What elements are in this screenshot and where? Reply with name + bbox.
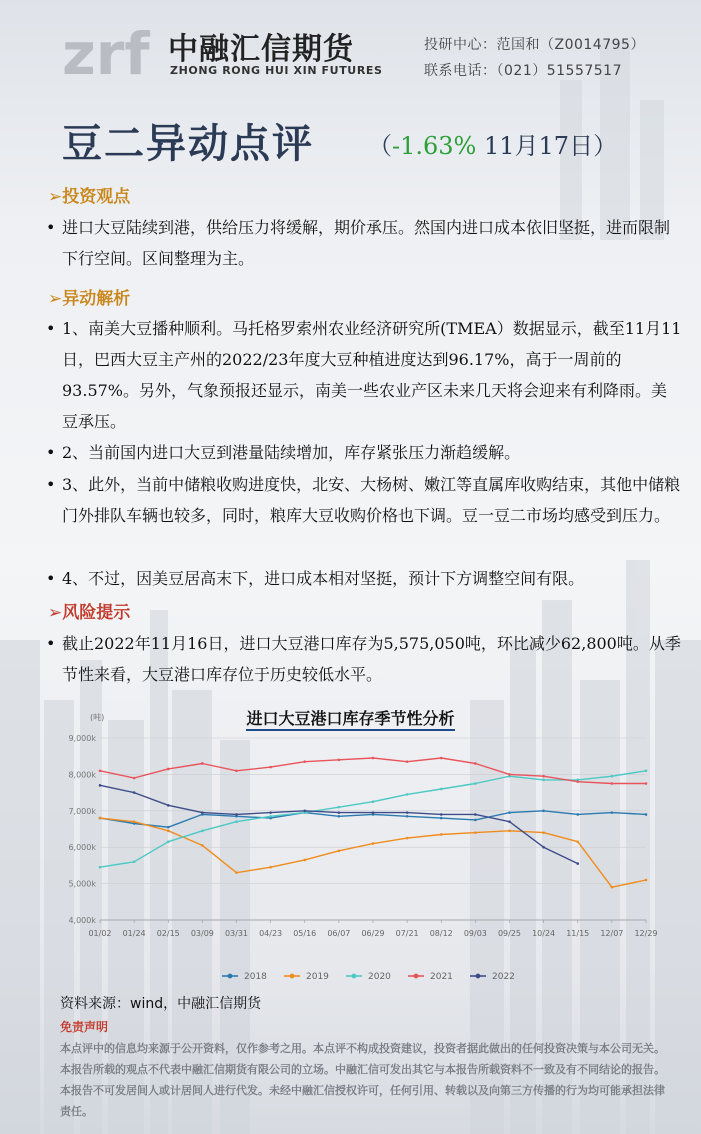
- analysis-bullet-4: [46, 563, 681, 594]
- data-point-2021: [440, 757, 443, 760]
- analysis-bullet-text: 3、此外，当前中储粮收购进度快，北安、大杨树、嫩江等直属库收购结束，其他中储粮门外排队车辆也较多，同时，粮库大豆收购价格也下调。豆一豆二市场均感受到压力。: [62, 475, 681, 525]
- data-point-2022: [474, 813, 477, 816]
- analysis-bullet-text: 4、不过，因美豆居高末下，进口成本相对坚挺，预计下方调整空间有限。: [62, 569, 585, 588]
- title-date: 11月17日）: [476, 132, 618, 160]
- disclaimer-text: 本点评中的信息均来源于公开资料，仅作参考之用。本点评不构成投资建议，投资者据此做出的任何投资决策与本公司无关。本报告所载的观点不代表中融汇信期货有限公司的立场。中融汇信可发出其它与本报告所载资料不一致及有不同结论的报告。本报告不可发居间人或计居间人进行代发。未经中融汇信授权许可，任何引用、转载以及向第三方传播的行为均可能承担法律责任。: [60, 1042, 665, 1118]
- data-point-2022: [303, 810, 306, 813]
- data-point-2019: [235, 871, 238, 874]
- data-point-2021: [576, 780, 579, 783]
- data-point-2021: [611, 782, 614, 785]
- data-point-2019: [508, 830, 511, 833]
- legend-label-2018: 2018: [244, 972, 267, 982]
- x-tick-label: 01/24: [122, 929, 146, 938]
- data-point-2021: [235, 769, 238, 772]
- data-point-2018: [542, 810, 545, 813]
- data-point-2022: [372, 811, 375, 814]
- data-point-2021: [269, 766, 272, 769]
- data-point-2019: [645, 879, 648, 882]
- contact-researcher: 投研中心：范国和（Z0014795）: [424, 37, 645, 53]
- bullet-dot: •: [46, 569, 56, 588]
- analysis-bullet-1: [46, 313, 681, 437]
- data-point-2018: [611, 811, 614, 814]
- data-point-2021: [338, 759, 341, 762]
- data-point-2018: [508, 811, 511, 814]
- legend-marker-2019: [290, 974, 295, 979]
- y-tick-label: 5,000k: [68, 879, 96, 889]
- data-point-2022: [440, 813, 443, 816]
- data-point-2019: [474, 831, 477, 834]
- data-point-2021: [99, 769, 102, 772]
- x-tick-label: 05/16: [293, 929, 317, 938]
- x-tick-label: 07/21: [395, 929, 419, 938]
- legend-marker-2018: [228, 974, 233, 979]
- x-tick-label: 12/29: [634, 929, 658, 938]
- series-line-2021: [100, 758, 646, 784]
- data-point-2022: [235, 813, 238, 816]
- data-point-2019: [99, 817, 102, 820]
- logo-mark-text: zrf: [62, 20, 150, 82]
- data-point-2018: [474, 819, 477, 822]
- bullet-dot: •: [46, 634, 56, 653]
- title-open-paren: （: [368, 132, 392, 160]
- y-tick-label: 9,000k: [68, 734, 96, 743]
- data-point-2020: [542, 779, 545, 782]
- analysis-bullet-text: 1、南美大豆播种顺利。马托格罗索州农业经济研究所(TMEA）数据显示，截至11月11日，巴西大豆主产州的2022/23年度大豆种植进度达到96.17%，高于一周前的93.57%。另外，气象预报还显示，南美一些农业产区未来几天将会迎来有利降雨。美豆承压。: [62, 319, 682, 431]
- title-subtitle: [368, 126, 617, 161]
- x-tick-label: 08/12: [429, 929, 453, 938]
- data-point-2021: [133, 777, 136, 780]
- legend-marker-2022: [476, 974, 481, 979]
- x-tick-label: 06/29: [361, 929, 385, 938]
- data-point-2021: [167, 768, 170, 771]
- data-point-2020: [167, 840, 170, 843]
- view-bullet-text: 进口大豆陆续到港，供给压力将缓解，期价承压。然国内进口成本依旧坚挺，进而限制下行空间。区间整理为主。: [62, 218, 671, 268]
- analysis-bullet-text: 2、当前国内进口大豆到港量陆续增加，库存紧张压力渐趋缓解。: [62, 443, 521, 462]
- data-point-2018: [406, 815, 409, 818]
- data-point-2022: [338, 811, 341, 814]
- legend-label-2022: 2022: [492, 972, 515, 982]
- x-tick-label: 01/02: [88, 929, 112, 938]
- bullet-dot: •: [46, 443, 56, 462]
- data-point-2022: [201, 811, 204, 814]
- legend-marker-2021: [414, 974, 419, 979]
- legend-marker-2020: [352, 974, 357, 979]
- data-point-2022: [99, 784, 102, 787]
- data-point-2021: [508, 773, 511, 776]
- x-tick-label: 03/09: [190, 929, 214, 938]
- series-line-2019: [100, 818, 646, 887]
- bullet-dot: •: [46, 475, 56, 494]
- x-tick-label: 12/07: [600, 929, 624, 938]
- risk-bullet: [46, 628, 681, 690]
- series-line-2020: [100, 771, 646, 867]
- data-point-2020: [235, 820, 238, 823]
- data-point-2021: [542, 775, 545, 778]
- x-tick-label: 03/31: [224, 929, 249, 938]
- data-point-2022: [576, 862, 579, 865]
- company-logo-mark: [62, 12, 162, 82]
- y-tick-label: 6,000k: [68, 843, 96, 853]
- data-point-2020: [474, 782, 477, 785]
- data-point-2020: [406, 793, 409, 796]
- data-point-2019: [440, 833, 443, 836]
- data-point-2018: [576, 813, 579, 816]
- data-point-2021: [474, 762, 477, 765]
- data-point-2019: [201, 844, 204, 847]
- data-point-2020: [440, 788, 443, 791]
- legend-label-2021: 2021: [430, 972, 453, 982]
- data-point-2022: [167, 804, 170, 807]
- data-point-2022: [406, 811, 409, 814]
- x-tick-label: 10/24: [532, 929, 556, 938]
- bullet-dot: •: [46, 218, 56, 237]
- data-point-2020: [99, 866, 102, 869]
- legend-label-2019: 2019: [306, 972, 329, 982]
- chart-title-text: 进口大豆港口库存季节性分析: [246, 709, 454, 731]
- analysis-bullet-3: [46, 469, 681, 562]
- data-point-2019: [338, 850, 341, 853]
- view-bullet: [46, 212, 681, 274]
- data-point-2018: [167, 826, 170, 829]
- bullet-dot: •: [46, 319, 56, 338]
- data-point-2021: [201, 762, 204, 765]
- data-point-2019: [167, 830, 170, 833]
- data-point-2020: [645, 769, 648, 772]
- y-tick-label: 8,000k: [68, 770, 96, 780]
- x-tick-label: 09/03: [463, 929, 487, 938]
- data-point-2019: [133, 820, 136, 823]
- data-point-2021: [372, 757, 375, 760]
- data-point-2022: [133, 791, 136, 794]
- data-point-2019: [372, 842, 375, 845]
- section-heading-risk: ➢风险提示: [48, 603, 131, 623]
- data-point-2019: [303, 859, 306, 862]
- company-name-en: ZHONG RONG HUI XIN FUTURES: [170, 64, 383, 77]
- inventory-seasonal-chart: [62, 710, 662, 990]
- data-point-2018: [338, 815, 341, 818]
- x-tick-label: 02/15: [156, 929, 180, 938]
- data-point-2019: [576, 840, 579, 843]
- data-point-2021: [406, 760, 409, 763]
- data-point-2020: [338, 806, 341, 809]
- legend-label-2020: 2020: [368, 972, 391, 982]
- data-point-2018: [440, 817, 443, 820]
- x-tick-label: 06/07: [327, 929, 351, 938]
- x-tick-label: 11/15: [566, 929, 590, 938]
- data-point-2020: [372, 800, 375, 803]
- data-point-2019: [269, 866, 272, 869]
- data-point-2020: [201, 830, 204, 833]
- y-tick-label: 7,000k: [68, 806, 96, 816]
- data-point-2022: [542, 846, 545, 849]
- section-heading-view: ➢投资观点: [48, 187, 131, 207]
- data-point-2020: [133, 860, 136, 863]
- x-tick-label: 04/23: [259, 929, 283, 938]
- disclaimer-heading: 免责声明: [60, 1020, 109, 1034]
- data-point-2021: [303, 760, 306, 763]
- data-point-2022: [508, 820, 511, 823]
- company-name-cn: 中融汇信期货: [168, 32, 354, 67]
- section-heading-analysis: ➢异动解析: [48, 289, 131, 309]
- analysis-bullet-2: [46, 437, 681, 468]
- data-point-2019: [542, 831, 545, 834]
- data-point-2019: [406, 837, 409, 840]
- risk-bullet-text: 截止2022年11月16日，进口大豆港口库存为5,575,050吨，环比减少62,800吨。从季节性来看，大豆港口库存位于历史较低水平。: [62, 634, 681, 684]
- data-point-2020: [611, 775, 614, 778]
- contact-phone: 联系电话：（021）51557517: [424, 63, 622, 79]
- y-axis-unit-label: (吨): [90, 713, 105, 722]
- y-tick-label: 4,000k: [68, 916, 96, 925]
- page-title: 豆二异动点评: [62, 121, 314, 167]
- data-point-2022: [269, 811, 272, 814]
- data-point-2018: [645, 813, 648, 816]
- data-point-2021: [645, 782, 648, 785]
- data-point-2019: [611, 886, 614, 889]
- x-tick-label: 09/25: [497, 929, 522, 938]
- data-source: 资料来源：wind，中融汇信期货: [60, 996, 262, 1012]
- data-point-2020: [269, 815, 272, 818]
- price-change-pct: -1.63%: [392, 132, 477, 160]
